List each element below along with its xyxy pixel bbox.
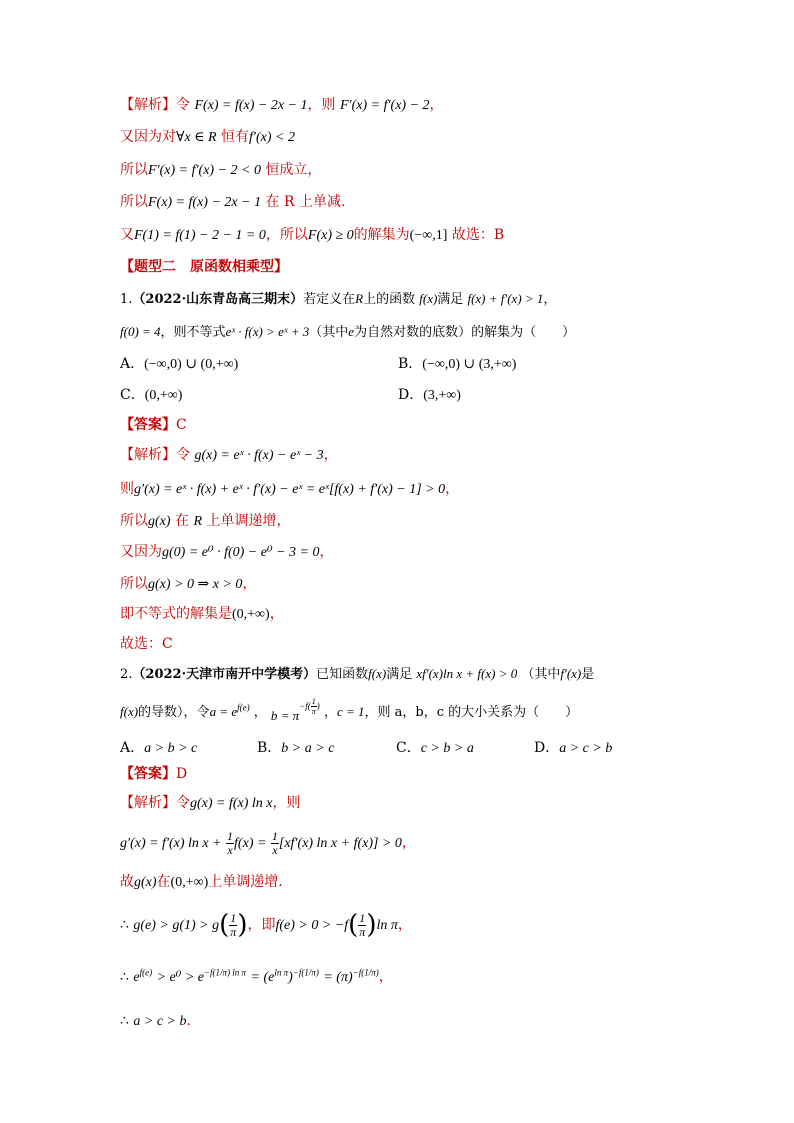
denominator: π	[359, 924, 366, 939]
q1-sol-line7: 故选：C	[120, 636, 173, 652]
text: 已知函数	[316, 667, 369, 682]
formula: (−∞,1]	[409, 228, 448, 243]
option-value: a > b > c	[144, 741, 198, 756]
formula: g(e) > g(1) > g	[133, 918, 220, 933]
text: 为自然对数的底数）的解集为（ ）	[354, 325, 576, 340]
text: 又因为对	[120, 129, 176, 145]
q1-option-a	[120, 354, 238, 375]
answer-tag: 【答案】	[120, 766, 176, 782]
text: 令	[176, 97, 190, 113]
formula-base: b = π	[270, 708, 300, 723]
formula: f(x) =	[234, 836, 267, 851]
formula: g′(x) = f′(x) ln x +	[120, 836, 222, 851]
exponent: ln π	[274, 967, 289, 978]
q2-option-a	[120, 738, 197, 759]
formula: g(x) > 0 ⇒ x > 0	[148, 577, 243, 592]
text: 令	[176, 447, 190, 463]
formula: R	[355, 291, 364, 306]
answer-value: D	[176, 766, 188, 782]
therefore-symbol: ∴	[120, 969, 129, 985]
exponent-text: −f	[299, 700, 308, 711]
text: 在	[156, 874, 171, 890]
formula: = (e	[250, 970, 275, 985]
option-label: C．	[120, 387, 145, 403]
formula: f′(x) < 2	[249, 130, 295, 145]
question-source: （2022·天津市南开中学模考）	[132, 667, 317, 682]
text: 上的函数	[363, 292, 416, 307]
q1-line1	[120, 289, 556, 310]
formula: (0,+∞)	[170, 875, 209, 890]
answer-tag: 【答案】	[120, 417, 176, 433]
formula: = (π)	[323, 970, 353, 985]
denominator: x	[227, 842, 233, 857]
option-label: A．	[120, 740, 145, 756]
q2-answer	[120, 764, 187, 784]
analysis-tag: 【解析】	[120, 447, 176, 463]
numerator: 1	[227, 828, 234, 843]
option-label: C．	[396, 740, 421, 756]
q1-sol-line4	[120, 542, 333, 563]
text: 若定义在	[303, 292, 356, 307]
formula: F′(x) = f′(x) − 2 < 0	[148, 163, 261, 178]
text: .	[186, 1013, 191, 1029]
formula: f(x) + f′(x) > 1	[467, 291, 544, 306]
paren-left: (	[219, 910, 230, 940]
text: 上单调递增.	[208, 874, 283, 890]
formula: e	[133, 970, 140, 985]
text: 满足	[437, 292, 464, 307]
formula: g′(x) = eˣ · f(x) + eˣ · f′(x) − eˣ = eˣ[f(x) + f′(x) − 1] > 0	[134, 482, 446, 497]
q2-line2	[120, 699, 578, 726]
formula: f(e) > 0 > −f	[275, 918, 349, 933]
text: ，	[253, 705, 267, 720]
text: ，	[378, 969, 393, 985]
q2-option-b	[257, 738, 334, 759]
q1-sol-line5	[120, 574, 256, 595]
q2-sol-line1	[120, 793, 301, 814]
text: ，	[543, 292, 557, 307]
numerator: 1	[359, 910, 366, 925]
question-number: 1.	[120, 292, 133, 307]
text: ，	[323, 705, 337, 720]
q1-answer	[120, 415, 187, 435]
text: ，则 a，b，c 的大小关系为（ ）	[364, 705, 579, 720]
text: 所以	[120, 576, 148, 592]
denominator: π	[311, 707, 316, 717]
text: ，即	[247, 917, 276, 933]
text: 恒成立，	[265, 162, 322, 178]
sec1-line1	[120, 95, 444, 116]
text: （其中	[521, 667, 561, 682]
formula: R	[193, 514, 203, 529]
formula: eˣ · f(x) > eˣ + 3	[225, 324, 310, 339]
section-heading: 【题型二 原函数相乘型】	[120, 258, 288, 274]
text: ，	[397, 917, 412, 933]
q1-sol-line2	[120, 479, 459, 500]
option-value: (−∞,0) ∪ (3,+∞)	[422, 357, 517, 372]
formula: g(x) = eˣ · f(x) − eˣ − 3	[194, 448, 324, 463]
text: ，	[445, 481, 460, 497]
formula: F(x) = f(x) − 2x − 1	[194, 98, 308, 113]
question-number: 2.	[120, 667, 133, 682]
formula: > e⁰ > e	[156, 970, 204, 985]
q2-sol-line5	[120, 962, 393, 993]
formula: (0,+∞)	[232, 607, 270, 622]
text: 上单调递增，	[206, 513, 291, 529]
formula: ∀x ∈ R	[176, 130, 217, 145]
formula: f(x)	[368, 666, 387, 681]
q2-line1	[120, 664, 594, 685]
fraction	[226, 830, 234, 857]
q2-sol-line2	[120, 826, 416, 861]
q1-sol-line3	[120, 511, 290, 532]
option-label: B．	[398, 356, 423, 372]
text: ，	[269, 606, 284, 622]
text: ，	[429, 97, 444, 113]
exponent: −f(1/π) ln π	[203, 967, 247, 978]
exponent: f(e)	[237, 702, 250, 713]
formula: )	[288, 970, 293, 985]
formula: g(x)	[148, 514, 171, 529]
text: 即不等式的解集是	[120, 606, 232, 622]
numerator: 1	[311, 697, 316, 707]
answer-value: C	[176, 417, 187, 433]
therefore-symbol: ∴	[120, 1013, 129, 1029]
q2-sol-line6	[120, 1011, 191, 1032]
exponent: f(e)	[139, 967, 153, 978]
option-value: (−∞,0) ∪ (0,+∞)	[144, 357, 239, 372]
option-label: A．	[120, 356, 145, 372]
formula: f(0) = 4	[120, 324, 161, 339]
formula: [xf′(x) ln x + f(x)] > 0	[278, 836, 402, 851]
option-label: D．	[534, 740, 560, 756]
option-value: a > c > b	[559, 741, 613, 756]
analysis-tag: 【解析】	[120, 97, 176, 113]
formula: F(x) ≥ 0	[307, 228, 354, 243]
exponent: −f( 1 π )	[299, 697, 320, 717]
paren-right: )	[366, 910, 377, 940]
formula: e	[348, 324, 355, 339]
text: 所以	[120, 194, 148, 210]
sec1-line2	[120, 127, 295, 148]
q1-line2	[120, 322, 575, 343]
fraction	[311, 697, 317, 716]
formula: xf′(x)ln x + f(x) > 0	[416, 666, 518, 681]
text: 所以	[120, 162, 148, 178]
formula: F(x) = f(x) − 2x − 1	[148, 195, 262, 210]
q1-sol-line6	[120, 604, 284, 625]
formula: ln π	[376, 918, 398, 933]
formula: F(1) = f(1) − 2 − 1 = 0	[134, 228, 266, 243]
option-value: (3,+∞)	[423, 388, 461, 403]
text: ，	[319, 544, 334, 560]
q2-sol-line3	[120, 872, 283, 893]
text: ，	[401, 835, 416, 851]
q1-option-c	[120, 385, 182, 406]
text: 故	[120, 874, 134, 890]
text: ，则不等式	[160, 325, 226, 340]
denominator: π	[230, 924, 237, 939]
sec1-line4	[120, 192, 345, 213]
exponent: −f(1/π)	[292, 967, 319, 978]
text: 又因为	[120, 544, 162, 560]
text: 满足	[386, 667, 413, 682]
text: 则	[120, 481, 134, 497]
formula: F′(x) = f′(x) − 2	[339, 98, 430, 113]
q1-option-d	[398, 385, 461, 406]
formula-base: a = e	[209, 704, 238, 719]
option-label: D．	[398, 387, 424, 403]
text: 令	[176, 795, 190, 811]
text: ，	[323, 447, 338, 463]
formula: g(x)	[134, 875, 157, 890]
text: ，	[242, 576, 257, 592]
option-value: (0,+∞)	[144, 388, 183, 403]
text: 是	[581, 667, 595, 682]
denominator: x	[272, 842, 278, 857]
formula: g(x) = f(x) ln x	[190, 796, 273, 811]
option-label: B．	[257, 740, 282, 756]
question-source: （2022·山东青岛高三期末）	[132, 292, 304, 307]
analysis-tag: 【解析】	[120, 795, 176, 811]
formula	[210, 704, 250, 719]
paren-right: )	[237, 910, 248, 940]
numerator: 1	[271, 828, 278, 843]
q1-sol-line1	[120, 445, 338, 466]
text: 在	[175, 513, 189, 529]
formula: f(x)	[419, 291, 438, 306]
text: ，则	[272, 795, 301, 811]
formula: c = 1	[336, 704, 365, 719]
text: （其中	[309, 325, 349, 340]
q2-option-c	[396, 738, 474, 759]
sec1-line5	[120, 225, 504, 246]
formula: g(0) = e⁰ · f(0) − e⁰ − 3 = 0	[162, 545, 320, 560]
text: 故选：B	[451, 227, 505, 243]
q2-option-d	[534, 738, 612, 759]
text: 的导数），令	[138, 705, 210, 720]
formula: a > c > b	[133, 1014, 187, 1029]
text: ，所以	[265, 227, 308, 243]
paren-left: (	[348, 910, 359, 940]
fraction	[271, 830, 279, 857]
sec1-line3	[120, 160, 321, 181]
q1-option-b	[398, 354, 516, 375]
numerator: 1	[230, 910, 237, 925]
text: 又	[120, 227, 134, 243]
option-value: b > a > c	[281, 741, 335, 756]
text: 在 R 上单减.	[265, 194, 346, 210]
formula: f′(x)	[560, 666, 582, 681]
text: 的解集为	[353, 227, 410, 243]
text: 所以	[120, 513, 148, 529]
text: 恒有	[221, 129, 250, 145]
formula: f(x)	[120, 704, 139, 719]
q2-sol-line4	[120, 905, 412, 946]
exponent: −f(1/π)	[352, 967, 379, 978]
text: ，则	[307, 97, 336, 113]
option-value: c > b > a	[420, 741, 474, 756]
therefore-symbol: ∴	[120, 917, 129, 933]
